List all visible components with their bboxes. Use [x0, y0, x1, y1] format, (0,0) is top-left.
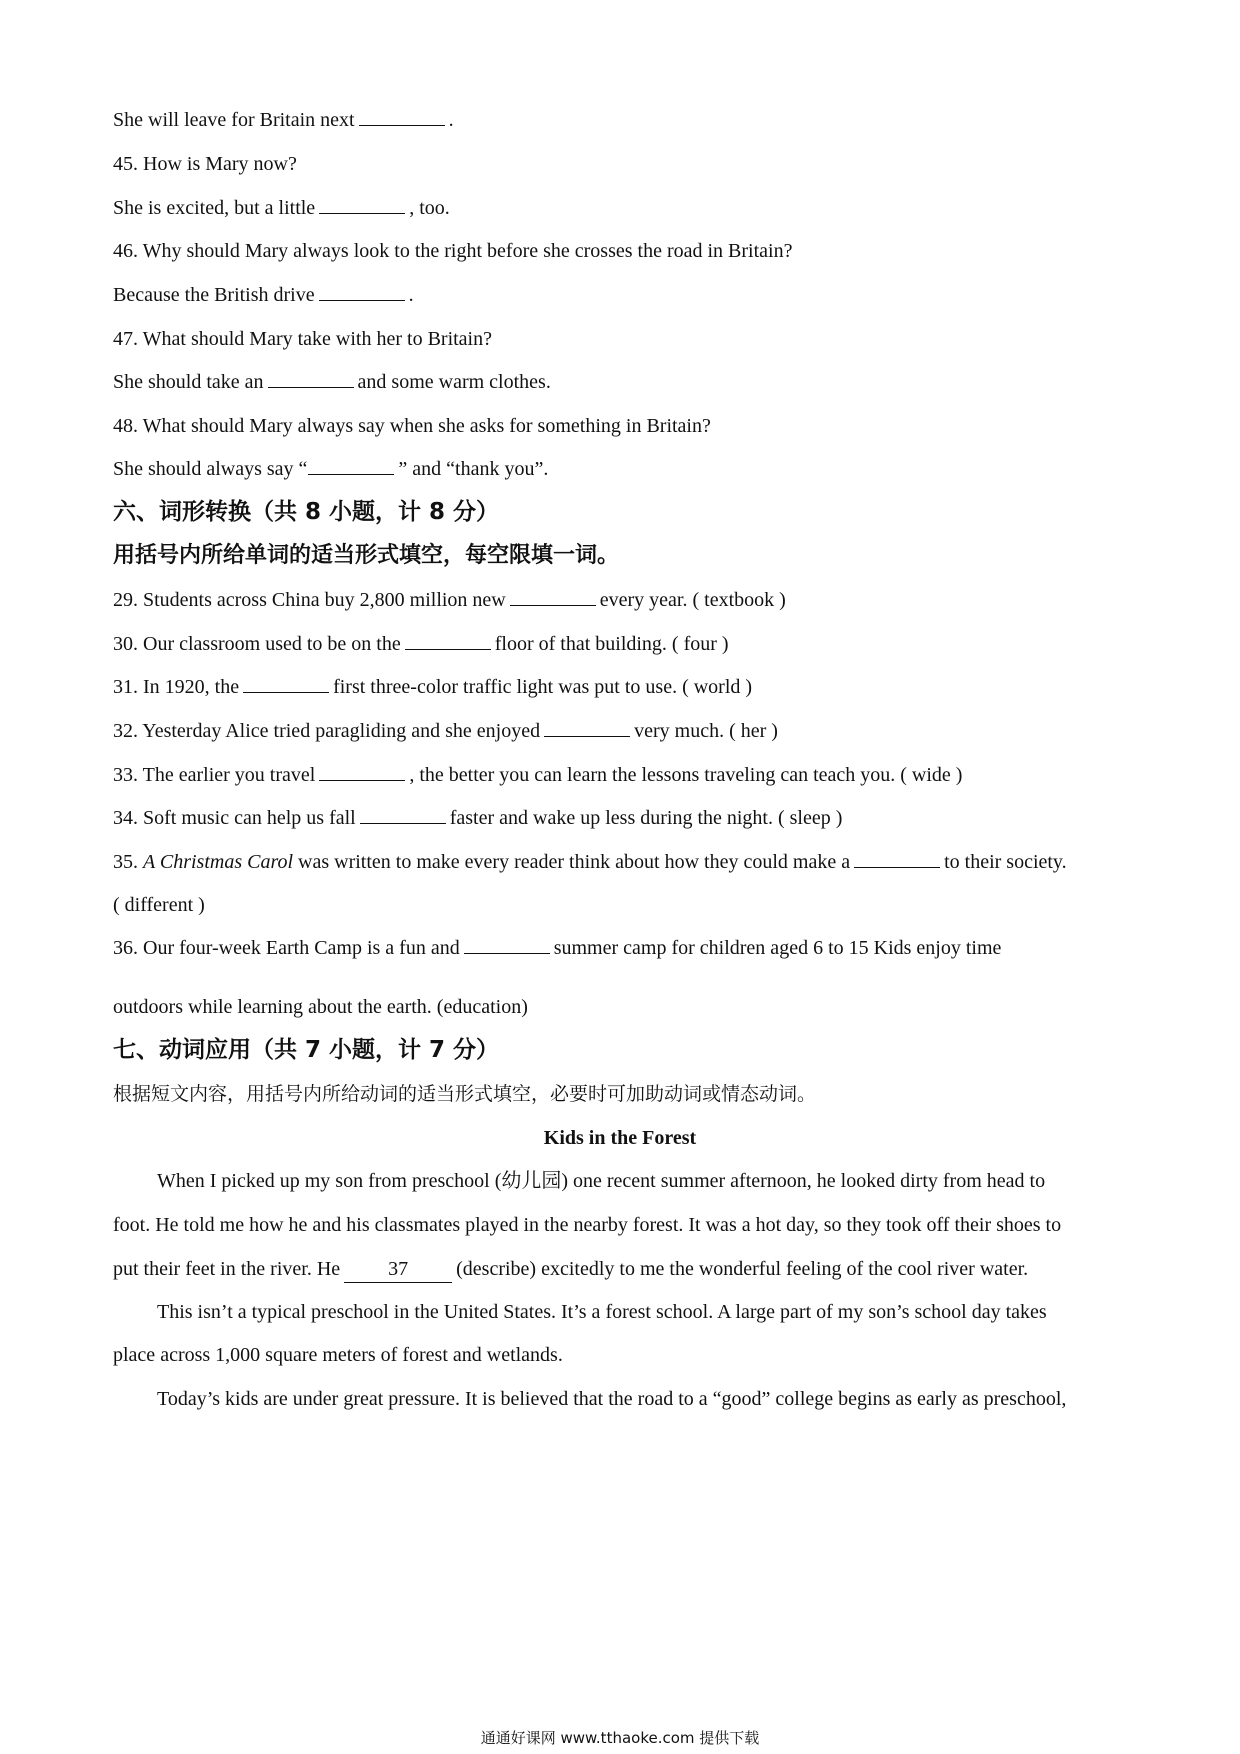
question-text: faster and wake up less during the night. ( sleep ) — [449, 807, 843, 829]
passage-text: (describe) excitedly to me the wonderful feeling of the cool river water. — [456, 1258, 1029, 1280]
answer-text: . — [408, 284, 414, 306]
answer-text: She should always say “ — [113, 458, 308, 480]
section-6-instruction: 用括号内所给单词的适当形式填空，每空限填一词。 — [113, 543, 620, 568]
question-text: 36. Our four-week Earth Camp is a fun and — [113, 937, 460, 959]
question-text: was written to make every reader think about how they could make a — [298, 851, 851, 873]
book-title: A Christmas Carol — [143, 851, 294, 873]
section-6-heading: 六、词形转换（共 8 小题，计 8 分） — [113, 499, 500, 525]
question-47: 47. What should Mary take with her to Britain? — [113, 328, 492, 350]
question-34 — [113, 805, 842, 831]
section-7-heading: 七、动词应用（共 7 小题，计 7 分） — [113, 1037, 500, 1063]
fill-blank — [359, 107, 445, 126]
question-text: floor of that building. ( four ) — [494, 633, 729, 655]
answer-line-48 — [113, 456, 548, 482]
question-45: 45. How is Mary now? — [113, 153, 297, 175]
question-text: first three-color traffic light was put to use. ( world ) — [333, 676, 753, 698]
fill-blank — [544, 718, 630, 737]
question-35 — [113, 849, 1067, 875]
question-33 — [113, 762, 962, 788]
fill-blank — [405, 631, 491, 650]
question-35-hint: ( different ) — [113, 894, 205, 916]
answer-text: . — [448, 109, 454, 131]
fill-blank — [243, 674, 329, 693]
question-29 — [113, 587, 786, 613]
answer-text: , too. — [409, 197, 450, 219]
passage-line: place across 1,000 square meters of forest and wetlands. — [113, 1344, 563, 1366]
answer-text: She is excited, but a little — [113, 197, 316, 219]
fill-blank — [360, 805, 446, 824]
question-30 — [113, 631, 729, 657]
question-36-line2: outdoors while learning about the earth. (education) — [113, 996, 528, 1018]
question-46: 46. Why should Mary always look to the right before she crosses the road in Britain? — [113, 240, 793, 262]
fill-blank — [464, 935, 550, 954]
answer-text: and some warm clothes. — [357, 371, 551, 393]
question-36 — [113, 935, 1001, 961]
passage-line: foot. He told me how he and his classmates played in the nearby forest. It was a hot day, so they took off their shoes to — [113, 1214, 1062, 1236]
fill-blank — [319, 195, 405, 214]
fill-blank — [268, 369, 354, 388]
question-text: 31. In 1920, the — [113, 676, 240, 698]
passage-line: Today’s kids are under great pressure. It is believed that the road to a “good” college begins as early as preschool, — [157, 1388, 1067, 1410]
answer-line-47 — [113, 369, 551, 395]
answer-text: She should take an — [113, 371, 264, 393]
question-32 — [113, 718, 778, 744]
question-text: very much. ( her ) — [634, 720, 778, 742]
answer-text: She will leave for Britain next — [113, 109, 355, 131]
question-text: every year. ( textbook ) — [599, 589, 786, 611]
question-text: summer camp for children aged 6 to 15 Kids enjoy time — [553, 937, 1002, 959]
question-31 — [113, 674, 752, 700]
passage-line: When I picked up my son from preschool (幼儿园) one recent summer afternoon, he looked dirty from head to — [157, 1170, 1046, 1192]
fill-blank — [319, 762, 405, 781]
fill-blank — [319, 282, 405, 301]
passage-title: Kids in the Forest — [543, 1127, 697, 1149]
question-text: to their society. — [944, 851, 1067, 873]
question-text: 29. Students across China buy 2,800 million new — [113, 589, 506, 611]
footer-watermark: 通通好课网 www.tthaoke.com 提供下载 — [480, 1729, 760, 1747]
question-text: 32. Yesterday Alice tried paragliding and she enjoyed — [113, 720, 541, 742]
answer-line-44 — [113, 107, 454, 133]
question-48: 48. What should Mary always say when she asks for something in Britain? — [113, 415, 711, 437]
fill-blank — [510, 587, 596, 606]
question-text: , the better you can learn the lessons traveling can teach you. ( wide ) — [409, 764, 963, 786]
passage-text: put their feet in the river. He — [113, 1258, 341, 1280]
question-text: 33. The earlier you travel — [113, 764, 316, 786]
answer-text: ” and “thank you”. — [398, 458, 549, 480]
question-text: 30. Our classroom used to be on the — [113, 633, 401, 655]
passage-line: This isn’t a typical preschool in the United States. It’s a forest school. A large part of my son’s school day takes — [157, 1301, 1047, 1323]
answer-line-46 — [113, 282, 414, 308]
answer-text: Because the British drive — [113, 284, 315, 306]
fill-blank — [854, 849, 940, 868]
passage-line-with-blank — [113, 1256, 1028, 1283]
question-text: 34. Soft music can help us fall — [113, 807, 356, 829]
section-7-instruction: 根据短文内容，用括号内所给动词的适当形式填空，必要时可加助动词或情态动词。 — [113, 1083, 817, 1105]
numbered-blank-37: 37 — [344, 1256, 452, 1283]
question-number: 35. — [113, 851, 138, 873]
fill-blank — [308, 456, 394, 475]
answer-line-45 — [113, 195, 450, 221]
